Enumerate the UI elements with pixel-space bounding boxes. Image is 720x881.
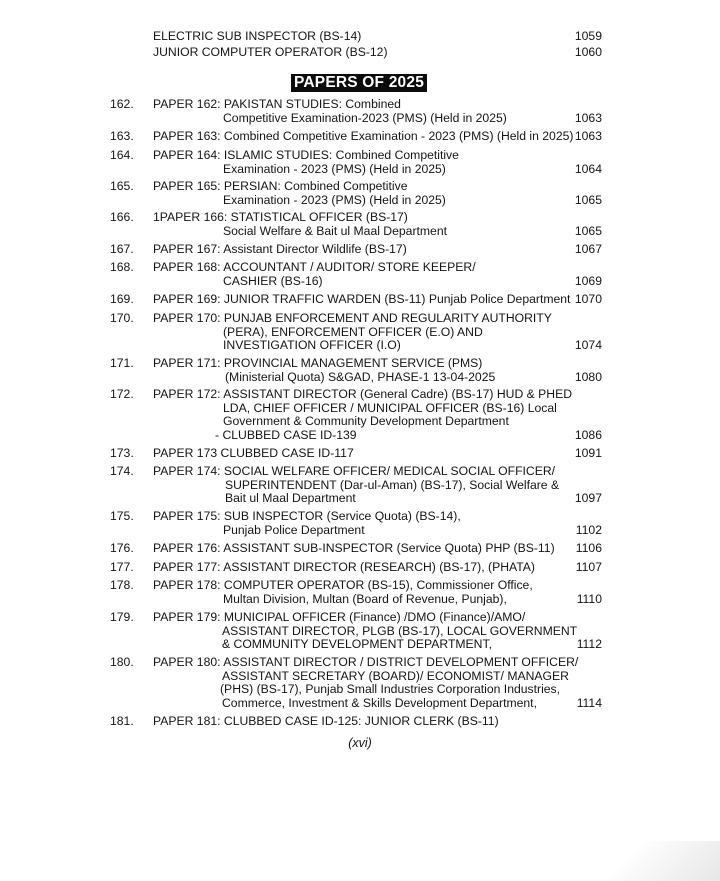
entry-number: 164. (110, 148, 134, 162)
entry-title-line: PAPER 164: ISLAMIC STUDIES: Combined Competitive (153, 148, 459, 162)
entry-number: 165. (110, 179, 134, 193)
entry-title-line: PAPER 165: PERSIAN: Combined Competitive (153, 179, 408, 193)
entry-number: 173. (110, 446, 134, 460)
entry-title-line: PAPER 176: ASSISTANT SUB-INSPECTOR (Service Quota) PHP (BS-11) (153, 541, 555, 555)
entry-number: 167. (110, 242, 134, 256)
page-number: 1112 (576, 637, 602, 651)
entry-number: 180. (110, 655, 134, 669)
entry-title-line: Examination - 2023 (PMS) (Held in 2025) (223, 193, 446, 207)
entry-number: 176. (110, 541, 134, 555)
scan-shadow (560, 841, 720, 881)
page-number: 1086 (574, 428, 602, 442)
entry-title-line: JUNIOR COMPUTER OPERATOR (BS-12) (153, 45, 388, 59)
entry-number: 162. (110, 97, 134, 111)
entry-title-line: INVESTIGATION OFFICER (I.O) (223, 338, 401, 352)
page-number: 1080 (574, 370, 602, 384)
page-number: 1097 (574, 491, 602, 505)
page-number: 1059 (574, 29, 602, 43)
entry-number: 166. (110, 210, 134, 224)
page-number: 1114 (576, 696, 602, 710)
page-number: 1064 (574, 162, 602, 176)
entry-title-line: Competitive Examination-2023 (PMS) (Held in 2025) (223, 111, 507, 125)
page-number: 1091 (574, 446, 602, 460)
page-number: 1106 (575, 541, 602, 555)
page-number: 1067 (574, 242, 602, 256)
page-number: 1065 (574, 193, 602, 207)
entry-title-line: ASSISTANT SECRETARY (BOARD)/ ECONOMIST/ MANAGER (222, 668, 569, 683)
entry-title-line: Bait ul Maal Department (225, 491, 356, 505)
entry-title-line: (Ministerial Quota) S&GAD, PHASE-1 13-04-2025 (225, 370, 496, 384)
entry-title-line: ELECTRIC SUB INSPECTOR (BS-14) (153, 29, 362, 43)
entry-number: 170. (110, 311, 134, 325)
entry-title-line: ASSISTANT DIRECTOR, PLGB (BS-17), LOCAL GOVERNMENT (222, 623, 578, 638)
entry-title-line: PAPER 163: Combined Competitive Examination - 2023 (PMS) (Held in 2025) (153, 129, 574, 143)
entry-title-line: Commerce, Investment & Skills Development Department, (222, 696, 537, 710)
page-number: 1070 (574, 292, 602, 306)
entry-number: 168. (110, 260, 134, 274)
entry-title-line: (PHS) (BS-17), Punjab Small Industries Corporation Industries, (220, 682, 561, 697)
page-footer-numeral: (xvi) (348, 736, 372, 750)
section-heading: PAPERS OF 2025 (291, 74, 427, 92)
entry-title-line: PAPER 179: MUNICIPAL OFFICER (Finance) /DMO (Finance)/AMO/ (153, 610, 526, 624)
entry-title-line: CASHIER (BS-16) (223, 274, 323, 288)
entry-title-line: - CLUBBED CASE ID-139 (215, 428, 357, 442)
entry-title-line: Punjab Police Department (223, 523, 365, 537)
entry-number: 175. (110, 509, 134, 523)
entry-title-line: PAPER 181: CLUBBED CASE ID-125: JUNIOR CLERK (BS-11) (153, 714, 499, 728)
entry-title-line: PAPER 173 CLUBBED CASE ID-117 (153, 446, 354, 460)
entry-title-line: PAPER 162: PAKISTAN STUDIES: Combined (153, 97, 401, 111)
entry-number: 172. (110, 387, 134, 401)
page-number: 1102 (575, 523, 602, 537)
entry-number: 169. (110, 292, 134, 306)
entry-title-line: PAPER 169: JUNIOR TRAFFIC WARDEN (BS-11) Punjab Police Department (153, 292, 571, 306)
entry-title-line: Multan Division, Multan (Board of Revenue, Punjab), (223, 592, 507, 606)
page-number: 1063 (574, 129, 602, 143)
entry-title-line: PAPER 171: PROVINCIAL MANAGEMENT SERVICE (PMS) (153, 356, 483, 370)
entry-title-line: & COMMUNITY DEVELOPMENT DEPARTMENT, (222, 637, 492, 651)
entry-title-line: PAPER 178: COMPUTER OPERATOR (BS-15), Commissioner Office, (153, 578, 533, 592)
entry-number: 171. (110, 356, 134, 370)
entry-title-line: 1PAPER 166: STATISTICAL OFFICER (BS-17) (153, 210, 408, 224)
entry-number: 163. (110, 129, 134, 143)
entry-number: 177. (110, 560, 134, 574)
entry-title-line: PAPER 174: SOCIAL WELFARE OFFICER/ MEDICAL SOCIAL OFFICER/ (153, 464, 556, 478)
entry-title-line: (PERA), ENFORCEMENT OFFICER (E.O) AND (223, 324, 483, 339)
entry-title-line: PAPER 168: ACCOUNTANT / AUDITOR/ STORE KEEPER/ (153, 260, 476, 274)
entry-number: 179. (110, 610, 134, 624)
entry-title-line: Examination - 2023 (PMS) (Held in 2025) (223, 162, 446, 176)
entry-number: 181. (110, 714, 134, 728)
page-number: 1069 (574, 274, 602, 288)
page-number: 1063 (574, 111, 602, 125)
entry-title-line: PAPER 180: ASSISTANT DIRECTOR / DISTRICT DEVELOPMENT OFFICER/ (153, 655, 579, 669)
page-number: 1065 (574, 224, 602, 238)
entry-title-line: PAPER 170: PUNJAB ENFORCEMENT AND REGULARITY AUTHORITY (153, 311, 552, 325)
entry-number: 174. (110, 464, 134, 478)
entry-title-line: Government & Community Development Department (223, 414, 509, 429)
page-number: 1060 (574, 45, 602, 59)
entry-number: 178. (110, 578, 134, 592)
entry-title-line: PAPER 172: ASSISTANT DIRECTOR (General Cadre) (BS-17) HUD & PHED (153, 387, 573, 401)
entry-title-line: SUPERINTENDENT (Dar-ul-Aman) (BS-17), Social Welfare & (225, 477, 560, 492)
entry-title-line: PAPER 167: Assistant Director Wildlife (BS-17) (153, 242, 407, 256)
entry-title-line: PAPER 177: ASSISTANT DIRECTOR (RESEARCH) (BS-17), (PHATA) (153, 560, 535, 574)
page-number: 1074 (574, 338, 602, 352)
page-number: 1110 (576, 592, 602, 606)
page-number: 1107 (575, 560, 602, 574)
entry-title-line: LDA, CHIEF OFFICER / MUNICIPAL OFFICER (BS-16) Local (223, 400, 557, 415)
entry-title-line: PAPER 175: SUB INSPECTOR (Service Quota) (BS-14), (153, 509, 461, 523)
entry-title-line: Social Welfare & Bait ul Maal Department (223, 224, 447, 238)
